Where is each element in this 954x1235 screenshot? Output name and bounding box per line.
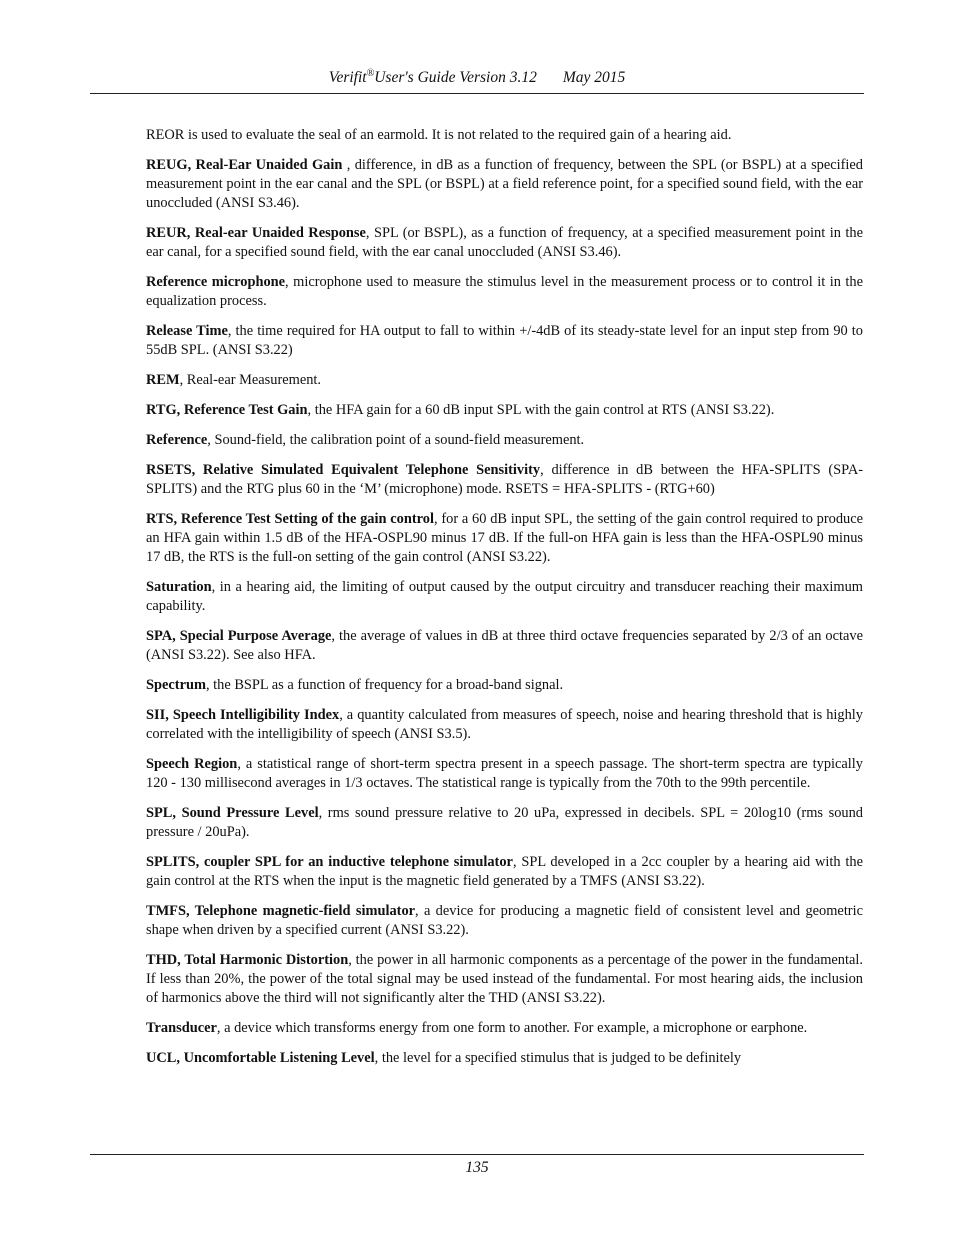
glossary-term: Speech Region bbox=[146, 756, 238, 772]
glossary-entry bbox=[146, 706, 863, 744]
glossary-entry bbox=[146, 322, 863, 360]
glossary-definition: , the level for a specified stimulus that is judged to be definitely bbox=[374, 1050, 742, 1066]
glossary-term: THD, Total Harmonic Distortion bbox=[146, 952, 349, 968]
glossary-entry bbox=[146, 224, 863, 262]
glossary-entry bbox=[146, 578, 863, 616]
glossary-entry bbox=[146, 401, 863, 420]
glossary-term: Reference bbox=[146, 432, 208, 448]
header-rule bbox=[90, 93, 864, 94]
glossary-entry bbox=[146, 371, 863, 390]
glossary-definition: , the average of values in dB at three third octave frequencies separated by 2/3 of an octave (ANSI S3.22). See also HFA. bbox=[146, 628, 863, 663]
glossary-entry bbox=[146, 755, 863, 793]
glossary-entry bbox=[146, 510, 863, 567]
glossary-entry bbox=[146, 676, 863, 695]
glossary-entry bbox=[146, 853, 863, 891]
glossary-definition: , a device for producing a magnetic field of consistent level and geometric shape when driven by a specified current (ANSI S3.22). bbox=[146, 903, 863, 938]
glossary-term: UCL, Uncomfortable Listening Level bbox=[146, 1050, 375, 1066]
registered-mark: ® bbox=[366, 68, 375, 79]
glossary-definition: , the BSPL as a function of frequency for a broad-band signal. bbox=[205, 677, 564, 693]
glossary-definition: , microphone used to measure the stimulus level in the measurement process or to control it in the equalization process. bbox=[146, 274, 863, 309]
glossary-definition: , in a hearing aid, the limiting of output caused by the output circuitry and transducer reaching their maximum capability. bbox=[146, 579, 863, 614]
page-number: 135 bbox=[465, 1159, 489, 1176]
glossary-term: SPA, Special Purpose Average bbox=[146, 628, 332, 644]
glossary-term: SII, Speech Intelligibility Index bbox=[146, 707, 340, 723]
glossary-definition: , a quantity calculated from measures of speech, noise and hearing threshold that is highly correlated with the intelligibility of speech (ANSI S3.5). bbox=[146, 707, 863, 742]
header-title: Verifit bbox=[328, 69, 367, 86]
glossary-content bbox=[146, 126, 863, 1126]
glossary-definition: , for a 60 dB input SPL, the setting of the gain control required to produce an HFA gain within 1.5 dB of the HFA-OSPL90 minus 17 dB. If the full-on HFA gain is less than the HFA-OSPL90 minus 17 dB, the RTS is the full-on setting of the gain control (ANSI S3.22). bbox=[146, 511, 863, 565]
glossary-term: SPLITS, coupler SPL for an inductive telephone simulator bbox=[146, 854, 513, 870]
page-header bbox=[90, 68, 864, 88]
glossary-term: Release Time bbox=[146, 323, 228, 339]
header-title-rest: User's Guide Version 3.12 bbox=[374, 69, 537, 86]
glossary-definition: , a device which transforms energy from one form to another. For example, a microphone or earphone. bbox=[216, 1020, 808, 1036]
header-date: May 2015 bbox=[562, 69, 626, 86]
glossary-definition: REOR is used to evaluate the seal of an earmold. It is not related to the required gain of a hearing aid. bbox=[146, 127, 732, 143]
glossary-definition: , difference, in dB as a function of frequency, between the SPL (or BSPL) at a specified measurement point in the ear canal and the SPL (or BSPL) at a field reference point, for a specified sound field, with the ear unoccluded (ANSI S3.46). bbox=[146, 157, 863, 211]
glossary-term: RTS, Reference Test Setting of the gain control bbox=[146, 511, 434, 527]
glossary-definition: , SPL developed in a 2cc coupler by a hearing aid with the gain control at the RTS when the input is the magnetic field generated by a TMFS (ANSI S3.22). bbox=[146, 854, 863, 889]
glossary-term: TMFS, Telephone magnetic-field simulator bbox=[146, 903, 416, 919]
glossary-entry bbox=[146, 461, 863, 499]
glossary-term: REM bbox=[146, 372, 180, 388]
glossary-entry bbox=[146, 273, 863, 311]
glossary-entry bbox=[146, 902, 863, 940]
footer-rule bbox=[90, 1154, 864, 1155]
glossary-definition: , SPL (or BSPL), as a function of frequency, at a specified measurement point in the ear canal, for a specified sound field, with the ear canal unoccluded (ANSI S3.46). bbox=[146, 225, 863, 260]
glossary-definition: , the power in all harmonic components as a percentage of the power in the fundamental. If less than 20%, the power of the total signal may be used instead of the fundamental. For most hearing aids, the inclusion of harmonics above the third will not significantly alter the THD (ANSI S3.22). bbox=[146, 952, 863, 1006]
glossary-entry bbox=[146, 1049, 863, 1068]
glossary-term: RTG, Reference Test Gain bbox=[146, 402, 308, 418]
glossary-entry bbox=[146, 627, 863, 665]
glossary-term: RSETS, Relative Simulated Equivalent Telephone Sensitivity bbox=[146, 462, 541, 478]
glossary-definition: , the time required for HA output to fall to within +/-4dB of its steady-state level for an input step from 90 to 55dB SPL. (ANSI S3.22) bbox=[146, 323, 863, 358]
glossary-term: Spectrum bbox=[146, 677, 206, 693]
glossary-term: Saturation bbox=[146, 579, 212, 595]
glossary-definition: , a statistical range of short-term spectra present in a speech passage. The short-term spectra are typically 120 - 130 millisecond averages in 1/3 octaves. The statistical range is typically from the 70th to the 99th percentile. bbox=[146, 756, 863, 791]
glossary-definition: , the HFA gain for a 60 dB input SPL with the gain control at RTS (ANSI S3.22). bbox=[307, 402, 775, 418]
glossary-entry bbox=[146, 126, 863, 145]
glossary-term: REUR, Real-ear Unaided Response bbox=[146, 225, 366, 241]
glossary-definition: , difference in dB between the HFA-SPLITS (SPA-SPLITS) and the RTG plus 60 in the ‘M’ (microphone) mode. RSETS = HFA-SPLITS - (RTG+60) bbox=[146, 462, 863, 497]
glossary-entry bbox=[146, 156, 863, 213]
glossary-entry bbox=[146, 431, 863, 450]
glossary-entry bbox=[146, 804, 863, 842]
glossary-term: Reference microphone bbox=[146, 274, 286, 290]
glossary-term: Transducer bbox=[146, 1020, 217, 1036]
glossary-entry bbox=[146, 1019, 863, 1038]
glossary-definition: , rms sound pressure relative to 20 uPa, expressed in decibels. SPL = 20log10 (rms sound pressure / 20uPa). bbox=[146, 805, 863, 840]
glossary-definition: , Real-ear Measurement. bbox=[179, 372, 322, 388]
glossary-definition: , Sound-field, the calibration point of a sound-field measurement. bbox=[207, 432, 585, 448]
glossary-term: SPL, Sound Pressure Level bbox=[146, 805, 319, 821]
glossary-entry bbox=[146, 951, 863, 1008]
glossary-term: REUG, Real-Ear Unaided Gain bbox=[146, 157, 343, 173]
